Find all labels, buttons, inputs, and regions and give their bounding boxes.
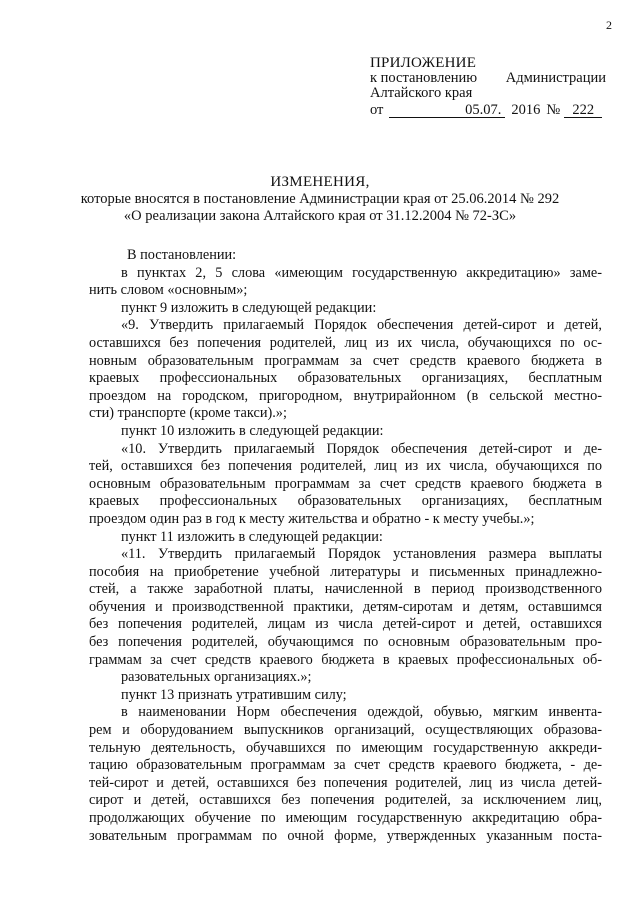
heading-title: ИЗМЕНЕНИЯ, [270,174,370,190]
appendix-line-2-a: к постановлению [370,70,478,86]
text-line: пункт 13 признать утратившим силу; [121,686,347,703]
text-line: пособия на приобретение учебной литературы и письменных принадлежно- [89,563,602,580]
heading-line-2: которые вносятся в постановление Администрации края от 25.06.2014 № 292 [80,191,560,207]
appendix-line-2 [370,71,606,86]
text-line: «11. Утвердить прилагаемый Порядок установления размера выплаты [121,546,602,563]
text-line: В постановлении: [127,247,237,263]
text-line: разовательных организациях.»; [121,669,312,686]
text-line: продолжающих обучение по имеющим государственную аккредитацию обра- [89,810,602,826]
text-line: без попечения родителей, обучающимся по основным образовательным про- [89,634,602,651]
text-line: пункт 10 изложить в следующей редакции: [121,422,384,439]
document-body [89,247,602,845]
text-line: тей-сирот и детей, оставшихся без попечения родителей, лиц из числа детей- [89,774,602,791]
text-line: сирот и детей, оставшихся без попечения родителей, за исключением лиц, [89,792,602,809]
text-line: в пунктах 2, 5 слова «имеющим государственную аккредитацию» заме- [121,264,602,281]
text-line: пункт 11 изложить в следующей редакции: [121,528,383,545]
text-line: основным образовательным программам за счет средств краевого бюджета в [89,475,602,492]
text-line: проездом на городском, пригородном, внутрирайонном (в сельской местно- [89,387,602,404]
number-label: № [546,102,561,118]
text-line: нить словом «основным»; [89,282,248,299]
text-line: граммам за счет средств краевого бюджета в краевых профессиональных об- [89,651,602,668]
appendix-line-2-b: Администрации [505,70,606,86]
appendix-date: 05.07. [389,103,505,118]
text-line: «10. Утвердить прилагаемый Порядок обеспечения детей-сирот и де- [121,440,602,457]
appendix-year: 2016 [511,102,541,118]
page-number: 2 [606,18,612,32]
text-line: «9. Утвердить прилагаемый Порядок обеспечения детей-сирот и детей, [121,317,602,334]
text-line: оставшихся без попечения родителей, лиц из их числа, обучающихся по ос- [89,334,602,351]
text-line: пункт 9 изложить в следующей редакции: [121,299,377,316]
text-line: стей, а также заработной платы, начисленной в период производственного [89,581,602,598]
text-line: рем и оборудованием выпускников организаций, осуществляющих образова- [89,722,602,739]
text-line: сти) транспорте (кроме такси).»; [89,405,287,422]
from-label: от [370,102,384,118]
text-line: проездом один раз в год к месту жительства и обратно - к месту учебы.»; [89,510,535,527]
appendix-date-line [370,103,610,118]
text-line: без попечения родителей, лицам из числа детей-сирот и детей, оставшихся [89,616,602,633]
text-line: тацию образовательным программам за счет средств краевого бюджета, - де- [89,757,602,774]
appendix-line-3: Алтайского края [370,85,473,101]
appendix-number: 222 [564,103,602,118]
heading-line-3: «О реализации закона Алтайского края от 31.12.2004 № 72-ЗС» [123,208,517,224]
text-line: краевых профессиональных образовательных организациях, бесплатным [89,370,602,387]
text-line: в наименовании Норм обеспечения одеждой, обувью, мягким инвента- [121,704,602,721]
changes-heading [40,174,600,225]
text-line: краевых профессиональных образовательных организациях, бесплатным [89,493,602,510]
appendix-block [370,56,610,118]
text-line: зовательным программам по очной форме, утвержденных указанным поста- [89,827,602,844]
text-line: тельную деятельность, обучавшихся по имеющим государственную аккреди- [89,739,602,756]
text-line: тей, оставшихся без попечения родителей, лиц из их числа, обучающихся по [89,458,602,475]
appendix-title: ПРИЛОЖЕНИЕ [370,55,477,71]
text-line: обучения и производственной практики, детям-сиротам и детям, оставшимся [89,598,602,615]
text-line: новным образовательным программам за счет средств краевого бюджета в [89,352,602,369]
